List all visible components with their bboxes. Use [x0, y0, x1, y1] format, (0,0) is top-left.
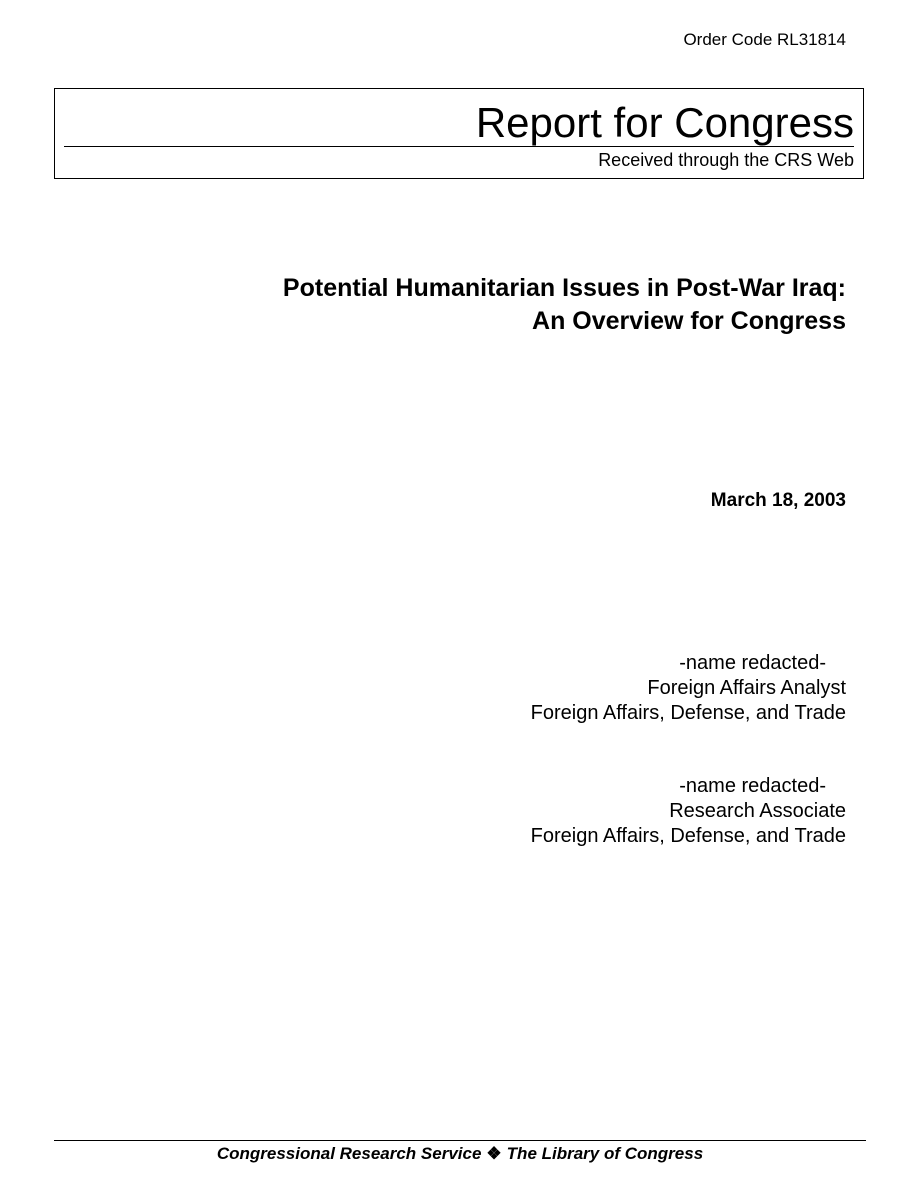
- header-divider: [64, 146, 854, 147]
- header-title: Report for Congress: [475, 99, 854, 146]
- order-code: Order Code RL31814: [683, 30, 846, 49]
- footer-library: The Library of Congress: [506, 1144, 704, 1163]
- author-division: Foreign Affairs, Defense, and Trade: [530, 702, 846, 724]
- footer-publisher: Congressional Research Service: [216, 1144, 482, 1163]
- author-name: -name redacted-: [679, 652, 826, 674]
- report-title-line-1: Potential Humanitarian Issues in Post-War Iraq:: [282, 274, 846, 302]
- author-name: -name redacted-: [679, 775, 826, 797]
- report-title-line-2: An Overview for Congress: [532, 307, 846, 335]
- report-title: [283, 272, 846, 338]
- footer-divider: [54, 1140, 866, 1141]
- author-role: Research Associate: [669, 800, 846, 822]
- author-division: Foreign Affairs, Defense, and Trade: [530, 825, 846, 847]
- author-role: Foreign Affairs Analyst: [647, 677, 846, 699]
- author-block-2: [531, 774, 846, 849]
- report-header-box: [54, 88, 864, 179]
- diamond-separator-icon: ❖: [486, 1144, 502, 1163]
- report-date: March 18, 2003: [710, 490, 846, 511]
- header-subtitle: Received through the CRS Web: [598, 150, 854, 170]
- author-block-1: [531, 651, 846, 726]
- footer: [0, 1143, 920, 1164]
